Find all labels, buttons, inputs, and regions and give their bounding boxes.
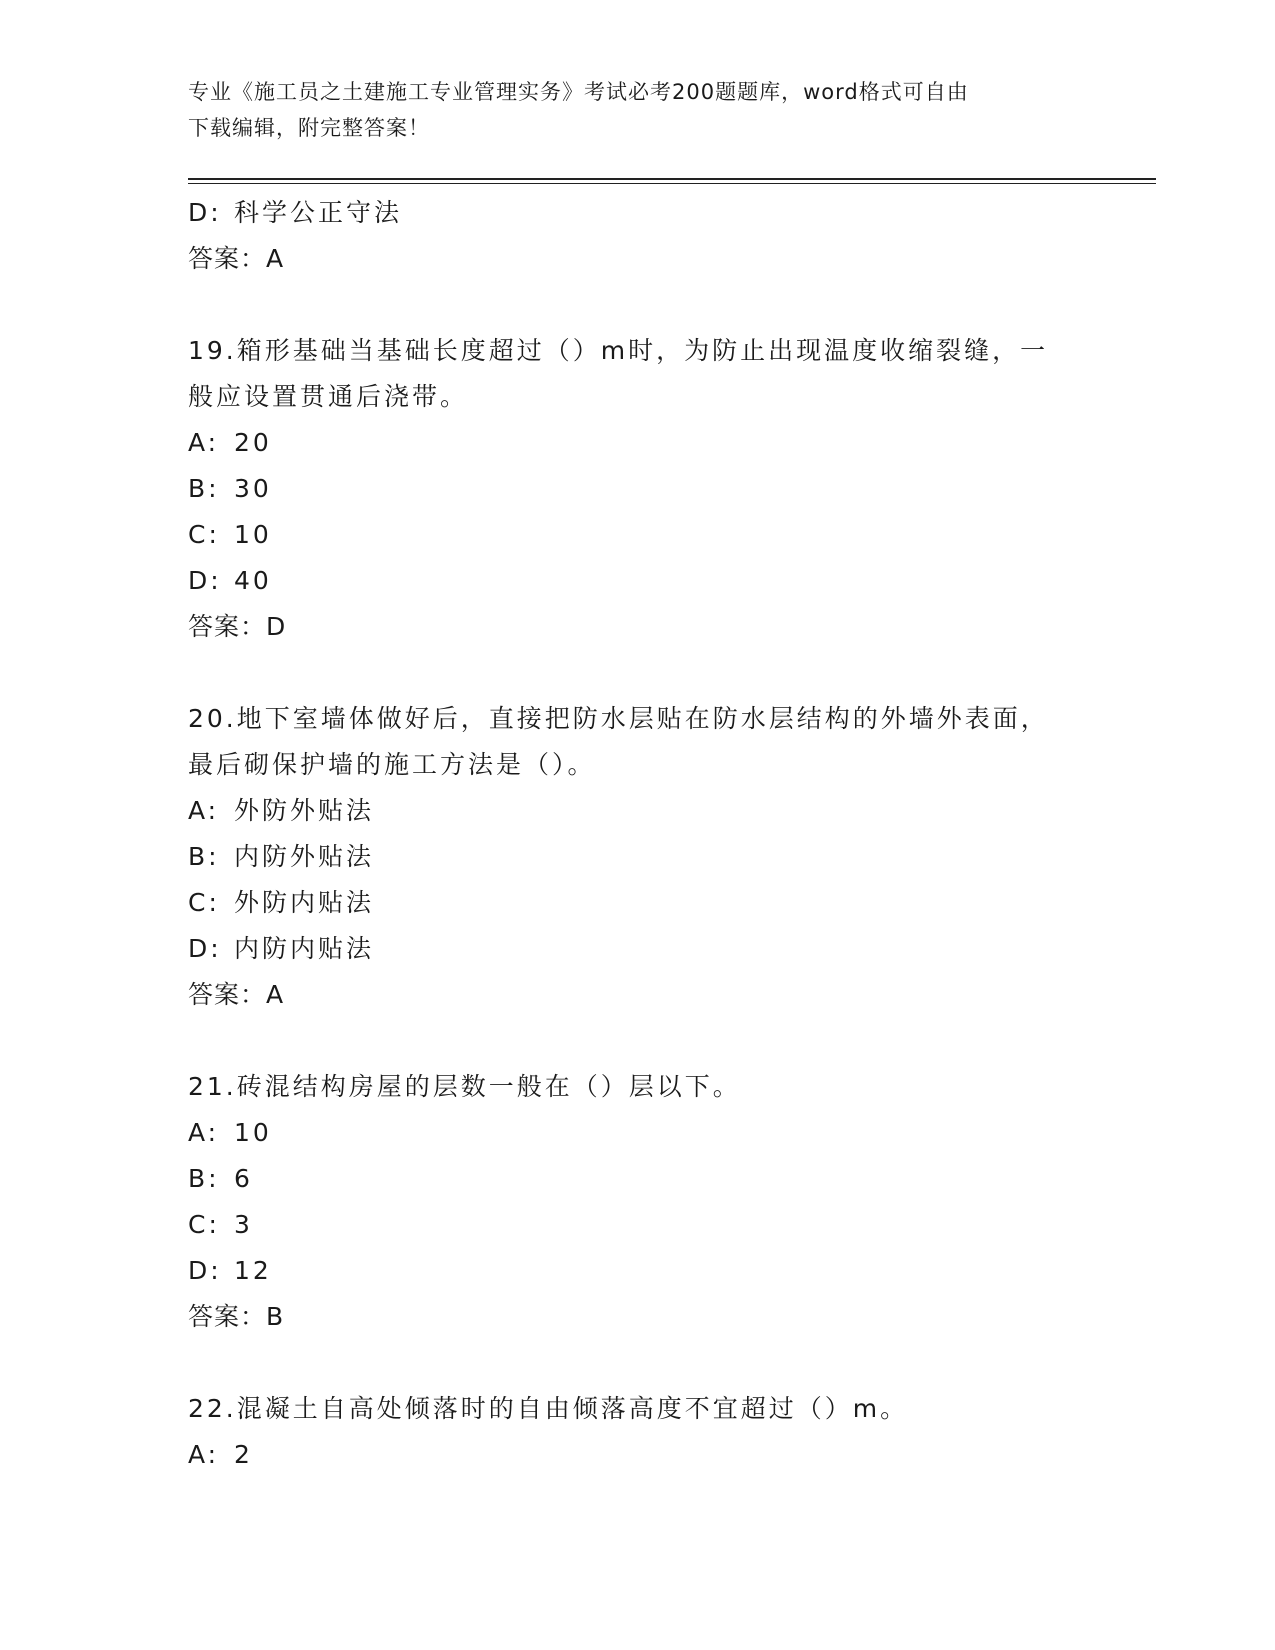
option-text: 10 bbox=[234, 1118, 272, 1147]
option-label: A: bbox=[188, 1118, 220, 1147]
option-b bbox=[188, 834, 1088, 880]
header-divider bbox=[188, 178, 1156, 184]
question-19 bbox=[188, 328, 1088, 650]
option-label: D: bbox=[188, 1256, 222, 1285]
question-stem-line: 般应设置贯通后浇带。 bbox=[188, 382, 469, 411]
option-c bbox=[188, 512, 1088, 558]
option-text: 科学公正守法 bbox=[234, 198, 403, 227]
option-label: C: bbox=[188, 520, 220, 549]
option-label: D: bbox=[188, 566, 222, 595]
option-text: 20 bbox=[234, 428, 272, 457]
answer-line: 答案：A bbox=[188, 244, 285, 273]
page-header bbox=[188, 74, 1088, 146]
answer-line: 答案：D bbox=[188, 612, 287, 641]
answer-line: 答案：A bbox=[188, 980, 285, 1009]
option-text: 30 bbox=[234, 474, 272, 503]
question-stem-line: 22.混凝土自高处倾落时的自由倾落高度不宜超过（）m。 bbox=[188, 1394, 909, 1423]
option-text: 3 bbox=[234, 1210, 253, 1239]
option-label: D: bbox=[188, 198, 222, 227]
option-label: B: bbox=[188, 1164, 220, 1193]
option-c bbox=[188, 880, 1088, 926]
option-text: 外防内贴法 bbox=[234, 888, 375, 917]
question-stem-line: 21.砖混结构房屋的层数一般在（）层以下。 bbox=[188, 1072, 741, 1101]
option-b bbox=[188, 1156, 1088, 1202]
question-stem-line: 19.箱形基础当基础长度超过（）m时，为防止出现温度收缩裂缝，一 bbox=[188, 336, 1049, 365]
option-label: D: bbox=[188, 934, 222, 963]
option-label: B: bbox=[188, 842, 220, 871]
option-c bbox=[188, 1202, 1088, 1248]
spacer bbox=[188, 1018, 1088, 1064]
option-text: 10 bbox=[234, 520, 272, 549]
question-list bbox=[188, 190, 1088, 1478]
option-label: A: bbox=[188, 428, 220, 457]
question-20 bbox=[188, 696, 1088, 1018]
option-d bbox=[188, 558, 1088, 604]
option-d bbox=[188, 926, 1088, 972]
option-label: A: bbox=[188, 796, 220, 825]
header-title-line-2: 下载编辑，附完整答案！ bbox=[188, 116, 430, 140]
option-a bbox=[188, 420, 1088, 466]
option-a bbox=[188, 1110, 1088, 1156]
option-d bbox=[188, 190, 1088, 236]
question-stem-line: 最后砌保护墙的施工方法是（）。 bbox=[188, 750, 596, 779]
option-label: C: bbox=[188, 1210, 220, 1239]
option-text: 40 bbox=[234, 566, 272, 595]
spacer bbox=[188, 282, 1088, 328]
option-text: 外防外贴法 bbox=[234, 796, 375, 825]
spacer bbox=[188, 1340, 1088, 1386]
question-stem-line: 20.地下室墙体做好后，直接把防水层贴在防水层结构的外墙外表面， bbox=[188, 704, 1049, 733]
answer-line: 答案：B bbox=[188, 1302, 285, 1331]
spacer bbox=[188, 650, 1088, 696]
option-text: 12 bbox=[234, 1256, 272, 1285]
option-b bbox=[188, 466, 1088, 512]
option-text: 内防外贴法 bbox=[234, 842, 375, 871]
option-a bbox=[188, 1432, 1088, 1478]
option-text: 内防内贴法 bbox=[234, 934, 375, 963]
option-a bbox=[188, 788, 1088, 834]
option-d bbox=[188, 1248, 1088, 1294]
option-text: 2 bbox=[234, 1440, 253, 1469]
question-21 bbox=[188, 1064, 1088, 1340]
option-label: C: bbox=[188, 888, 220, 917]
option-label: A: bbox=[188, 1440, 220, 1469]
option-text: 6 bbox=[234, 1164, 253, 1193]
option-label: B: bbox=[188, 474, 220, 503]
header-title-line-1: 专业《施工员之土建施工专业管理实务》考试必考200题题库，word格式可自由 bbox=[188, 80, 969, 104]
question-22 bbox=[188, 1386, 1088, 1478]
